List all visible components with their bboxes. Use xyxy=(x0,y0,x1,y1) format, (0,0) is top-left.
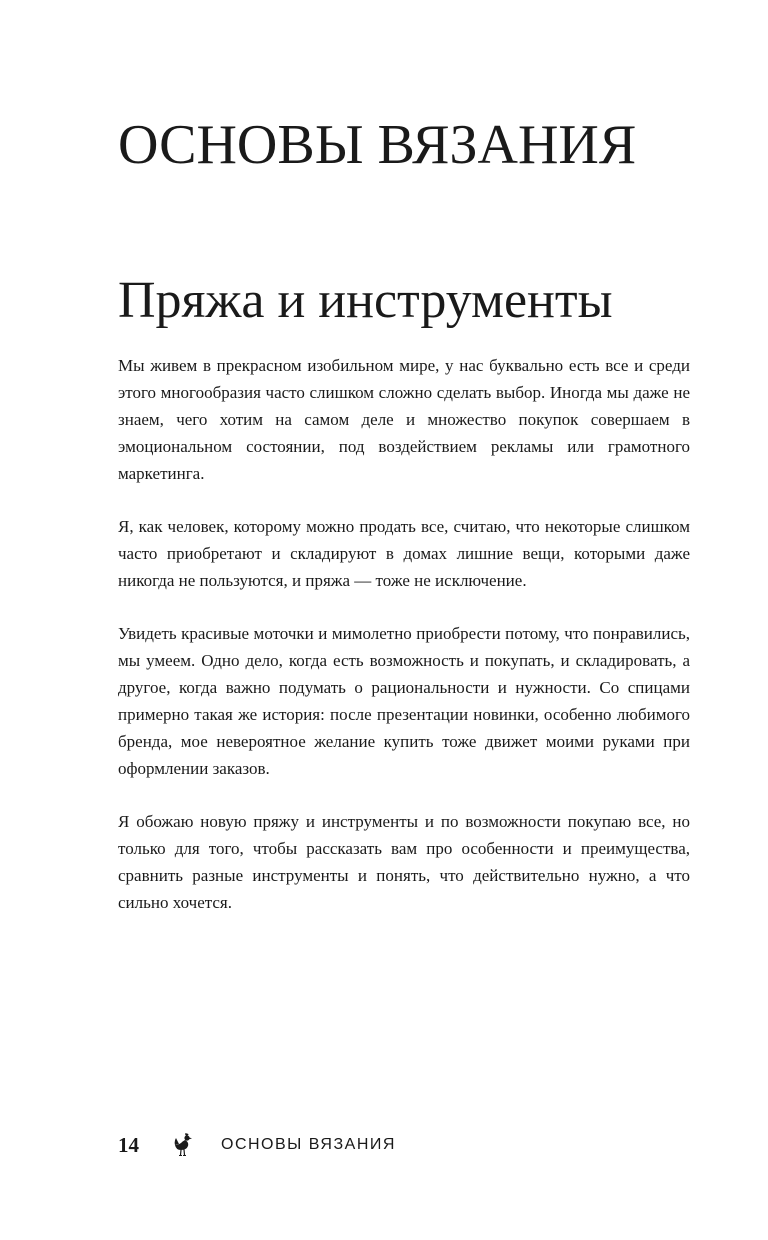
page-number: 14 xyxy=(118,1132,139,1157)
paragraph: Мы живем в прекрасном изобильном мире, у нас буквально есть все и среди этого многообразия часто слишком сложно сделать выбор. Иногда мы даже не знаем, чего хотим на самом деле и множество покупок совершаем в эмоциональном состоянии, под воздействием рекламы или грамотного маркетинга. xyxy=(118,356,690,483)
paragraph: Увидеть красивые моточки и мимолетно приобрести потому, что понравились, мы умеем. Одно дело, когда есть возможность и покупать, и складировать, а другое, когда важно подумать о рациональности и нужности. Со спицами примерно такая же история: после презентации новинки, особенно любимого бренда, мое невероятное желание купить тоже движет моими руками при оформлении заказов. xyxy=(118,624,690,778)
paragraph: Я обожаю новую пряжу и инструменты и по возможности покупаю все, но только для того, чтобы рассказать вам про особенности и преимущества, сравнить разные инструменты и понять, что действительно нужно, а что сильно хочется. xyxy=(118,812,690,912)
running-head: ОСНОВЫ ВЯЗАНИЯ xyxy=(221,1136,396,1153)
hen-icon xyxy=(173,1132,193,1158)
page-footer xyxy=(118,1128,396,1162)
paragraph: Я, как человек, которому можно продать все, считаю, что некоторые слишком часто приобретают и складируют в домах лишние вещи, которыми даже никогда не пользуются, и пряжа — тоже не исключение. xyxy=(118,517,690,590)
body-text xyxy=(118,352,690,942)
section-title: Пряжа и инструменты xyxy=(118,272,613,329)
chapter-title: ОСНОВЫ ВЯЗАНИЯ xyxy=(118,114,637,176)
